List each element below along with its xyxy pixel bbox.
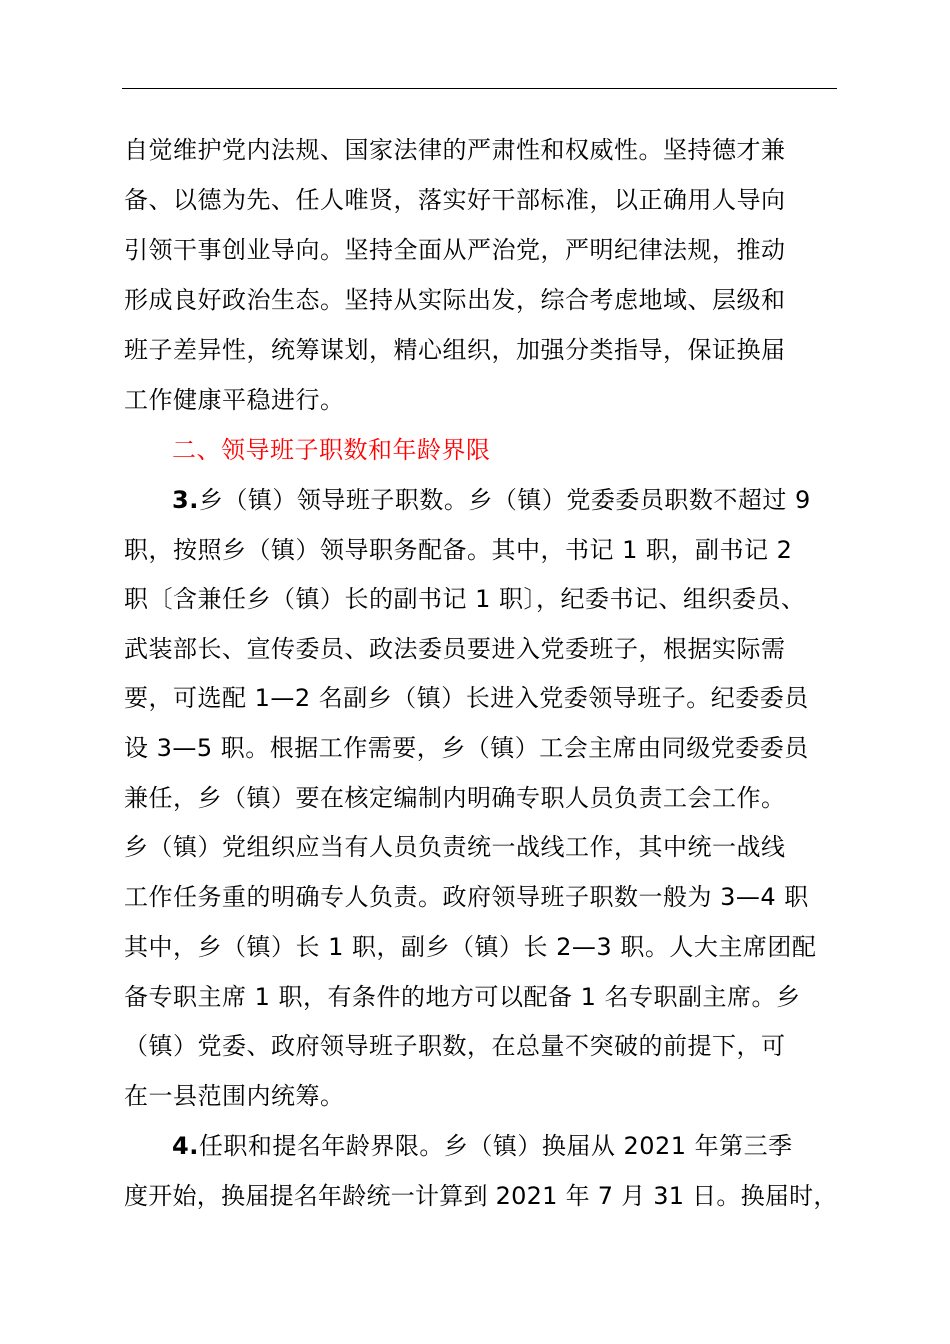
item4-first-line-text: 任职和提名年龄界限。乡（镇）换届从 2021 年第三季 — [198, 1132, 793, 1160]
paragraph-line: 工作任务重的明确专人负责。政府领导班子职数一般为 3—4 职 — [124, 883, 809, 911]
paragraph-line: 工作健康平稳进行。 — [124, 386, 345, 414]
paragraph-line: 乡（镇）党组织应当有人员负责统一战线工作，其中统一战线 — [124, 833, 786, 861]
paragraph-line: 形成良好政治生态。坚持从实际出发，综合考虑地域、层级和 — [124, 286, 786, 314]
paragraph-line: 职，按照乡（镇）领导职务配备。其中，书记 1 职，副书记 2 — [124, 536, 793, 564]
item3-first-line — [172, 485, 811, 515]
paragraph-line: 兼任，乡（镇）要在核定编制内明确专职人员负责工会工作。 — [124, 784, 786, 812]
item4-number: 4. — [172, 1132, 199, 1160]
paragraph-line: 引领干事创业导向。坚持全面从严治党，严明纪律法规，推动 — [124, 236, 786, 264]
paragraph-line: 职〔含兼任乡（镇）长的副书记 1 职〕，纪委书记、组织委员、 — [124, 585, 806, 613]
section-heading: 二、领导班子职数和年龄界限 — [172, 436, 491, 464]
paragraph-line: 武装部长、宣传委员、政法委员要进入党委班子，根据实际需 — [124, 635, 786, 663]
paragraph-line: （镇）党委、政府领导班子职数，在总量不突破的前提下，可 — [124, 1032, 786, 1060]
paragraph-line: 要，可选配 1—2 名副乡（镇）长进入党委领导班子。纪委委员 — [124, 684, 809, 712]
header-rule — [122, 88, 837, 89]
item4-first-line — [172, 1131, 793, 1161]
paragraph-line: 在一县范围内统筹。 — [124, 1082, 345, 1110]
item3-number: 3. — [172, 486, 199, 514]
paragraph-line: 设 3—5 职。根据工作需要，乡（镇）工会主席由同级党委委员 — [124, 734, 809, 762]
paragraph-line: 备专职主席 1 职，有条件的地方可以配备 1 名专职副主席。乡 — [124, 983, 801, 1011]
paragraph-line: 自觉维护党内法规、国家法律的严肃性和权威性。坚持德才兼 — [124, 136, 786, 164]
paragraph-line: 度开始，换届提名年龄统一计算到 2021 年 7 月 31 日。换届时， — [124, 1182, 838, 1210]
item3-first-line-text: 乡（镇）领导班子职数。乡（镇）党委委员职数不超过 9 — [198, 486, 811, 514]
paragraph-line: 其中，乡（镇）长 1 职，副乡（镇）长 2—3 职。人大主席团配 — [124, 933, 817, 961]
paragraph-line: 班子差异性，统筹谋划，精心组织，加强分类指导，保证换届 — [124, 336, 786, 364]
paragraph-line: 备、以德为先、任人唯贤，落实好干部标准，以正确用人导向 — [124, 186, 786, 214]
